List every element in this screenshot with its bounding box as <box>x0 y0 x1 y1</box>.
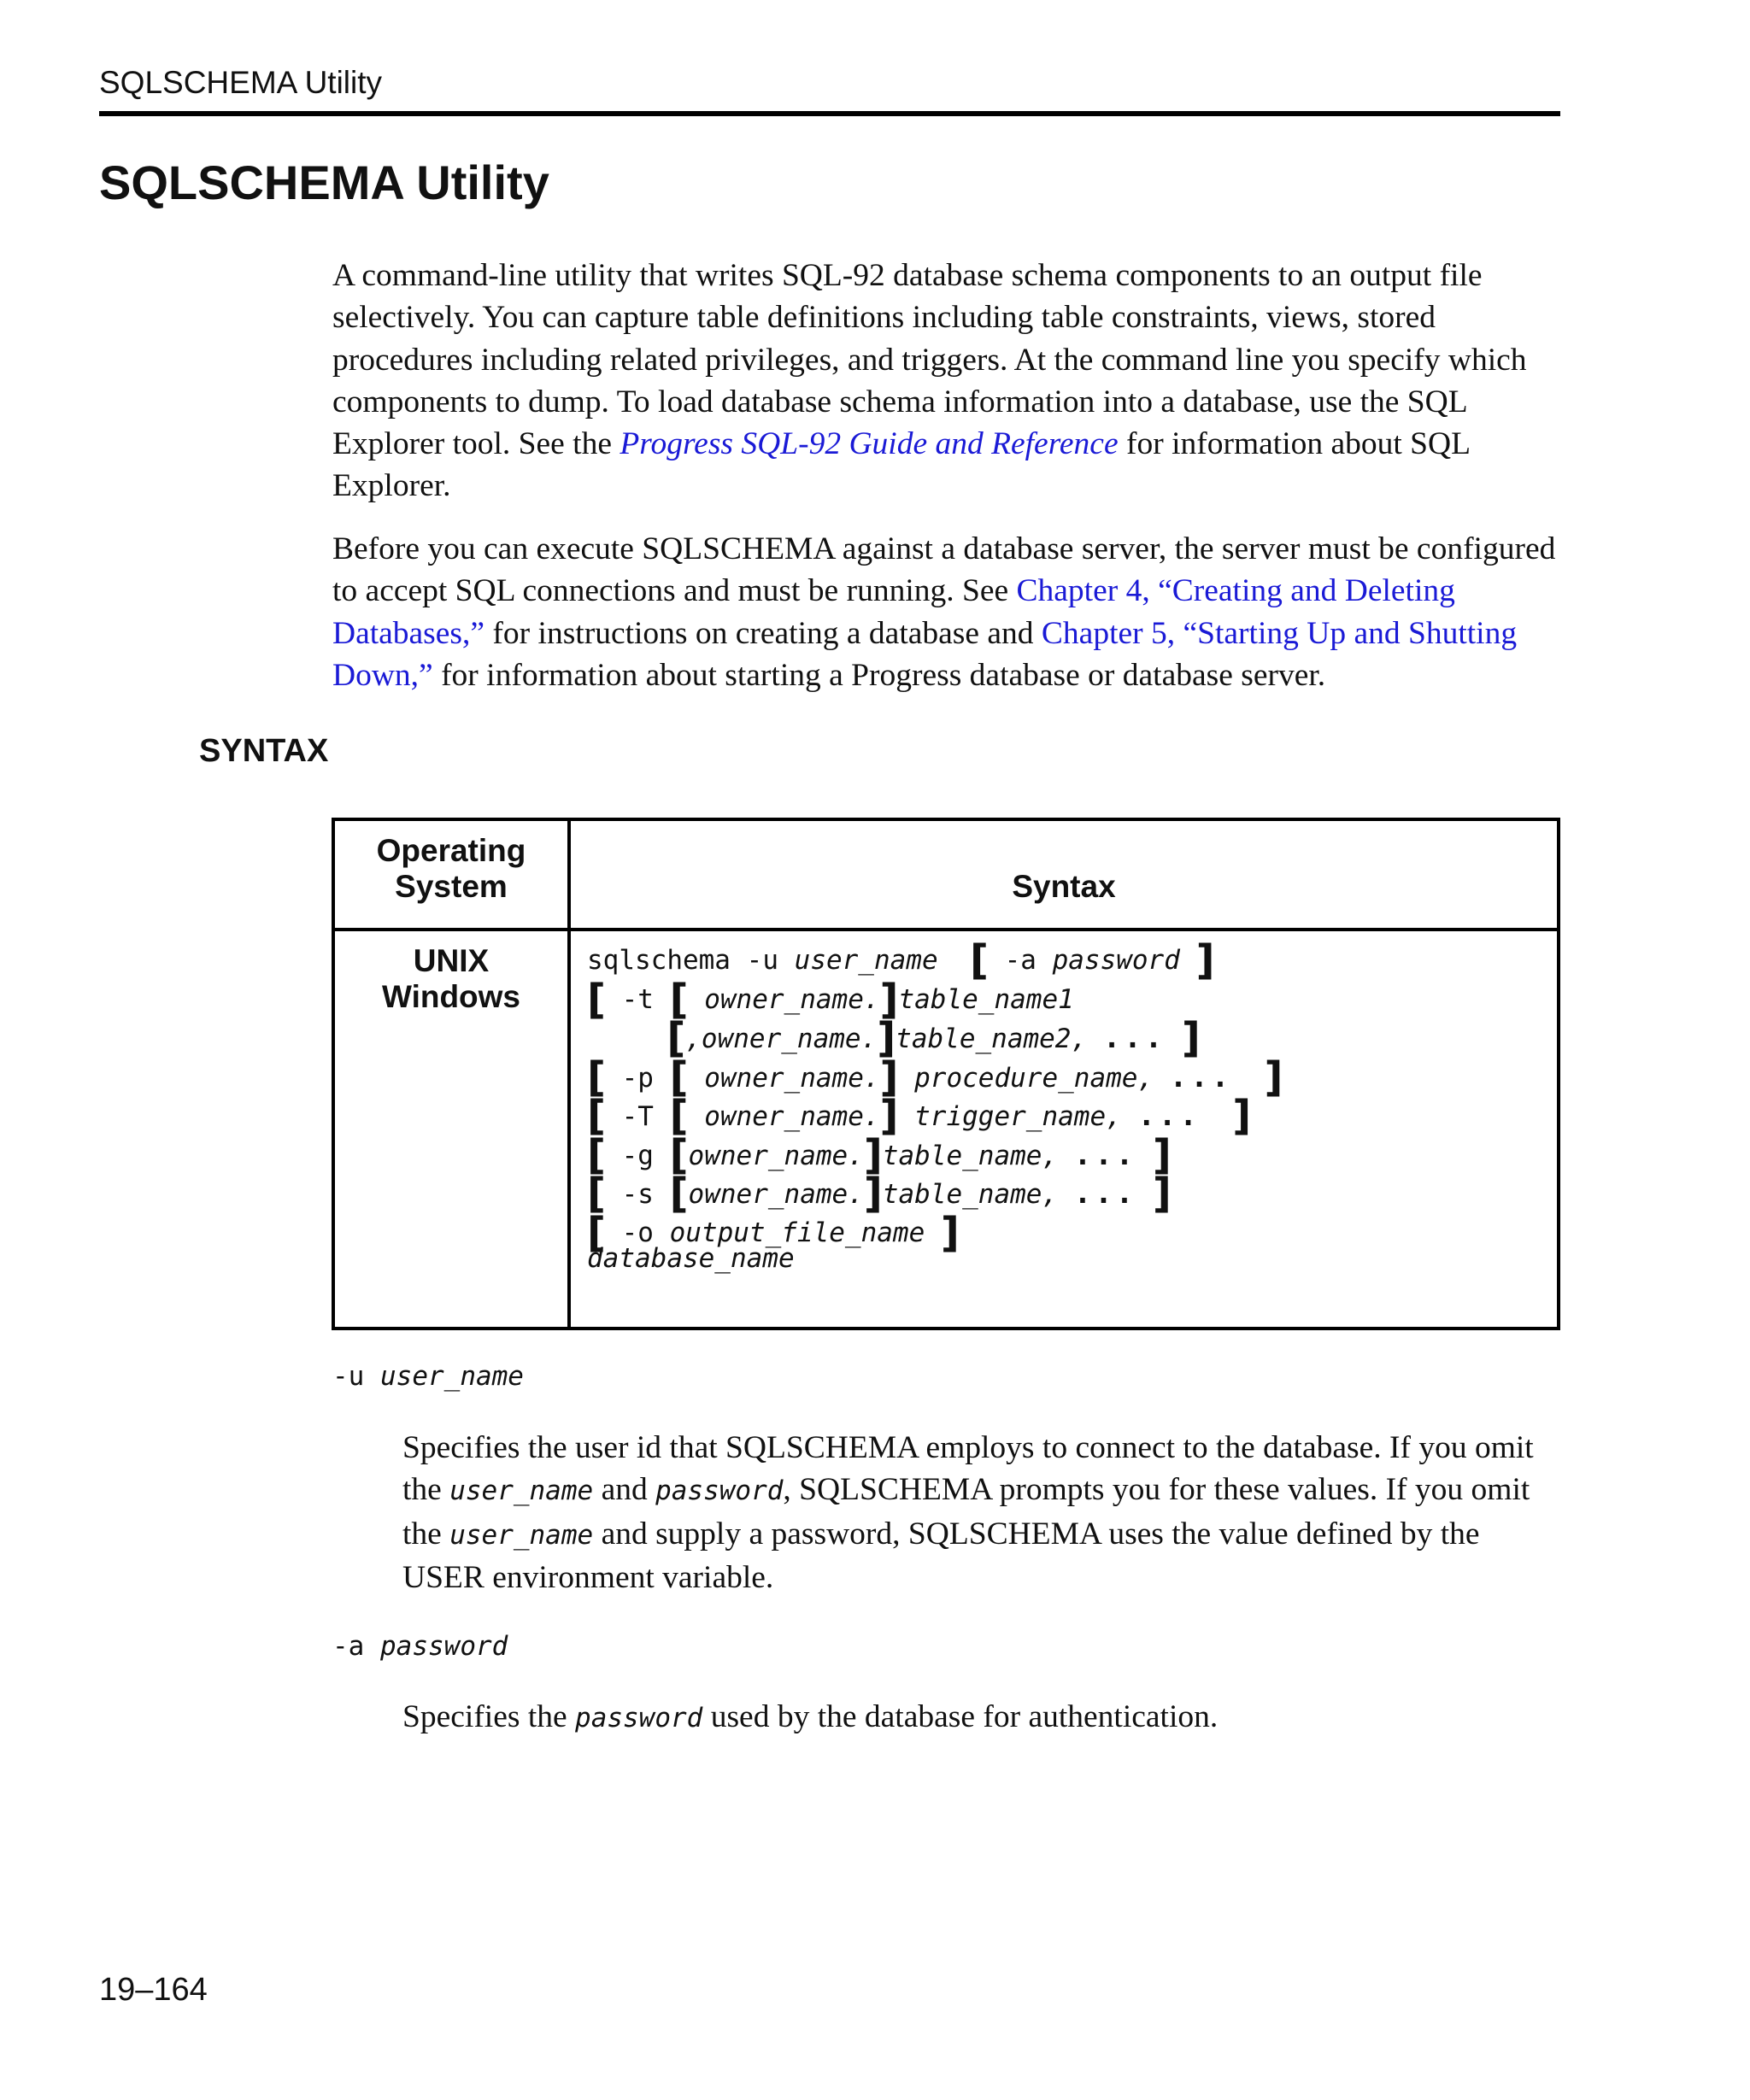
os-header-line: System <box>395 869 508 904</box>
prerequisite-paragraph <box>332 528 1563 696</box>
syntax-heading: SYNTAX <box>199 733 329 769</box>
os-header-line: Operating <box>376 833 526 868</box>
syntax-table <box>332 818 1560 1330</box>
inline-code: user_name <box>449 1475 594 1507</box>
chapter-5-link[interactable]: Chapter 5, “Starting Up and Shutting Down,” <box>332 615 1518 693</box>
syntax-line-g: [ -g [owner_name.]table_name, ... ] <box>587 1130 1172 1179</box>
option-u-description: Specifies the user id that SQLSCHEMA employs to connect to the database. If you omit the user_name and password, SQLSCHEMA prompts you for these values. If you omit the user_name and supply a password, SQLSCHEMA uses the value defined by the USER environment variable. <box>402 1430 1534 1595</box>
option-u-term: -u user_name <box>332 1361 524 1392</box>
prereq-text: Before you can execute SQLSCHEMA against a database server, the server must be configured to accept SQL connections and must be running. See <box>332 531 1556 609</box>
syntax-column-header: Syntax <box>1012 869 1116 904</box>
option-a-term: -a password <box>332 1631 508 1662</box>
inline-code: password <box>575 1703 703 1733</box>
syntax-line-p: [ -p [ owner_name.] procedure_name, ... ] <box>587 1053 1283 1101</box>
syntax-line-t-cont: [,owner_name.]table_name2, ... ] <box>667 1014 1201 1062</box>
syntax-line-database: database_name <box>587 1243 795 1274</box>
os-cell <box>335 943 567 1015</box>
chapter-4-link[interactable]: Chapter 4, “Creating and Deleting Databases,” <box>332 573 1455 651</box>
prereq-text: for information about starting a Progress database or database server. <box>432 657 1326 693</box>
prereq-text: for instructions on creating a database and <box>484 615 1042 651</box>
syntax-line-o: [ -o output_file_name ] <box>587 1208 960 1257</box>
syntax-line-command: sqlschema -u user_name [ -a password ] <box>587 936 1215 984</box>
page-title: SQLSCHEMA Utility <box>99 155 549 209</box>
syntax-cell <box>587 936 1553 1274</box>
table-row-divider <box>335 928 1557 931</box>
header-rule <box>99 111 1560 116</box>
guide-link[interactable]: Progress SQL-92 Guide and Reference <box>620 426 1119 462</box>
syntax-line-t: [ -t [ owner_name.]table_name1 <box>587 975 1074 1024</box>
syntax-line-s: [ -s [owner_name.]table_name, ... ] <box>587 1170 1172 1217</box>
intro-text: A command-line utility that writes SQL-92 database schema components to an output file selectively. You can capture table definitions including table constraints, views, stored procedures including related privileges, and triggers. At the command line you specify which components to dump. To load database schema information into a database, use the SQL Explorer tool. See the <box>332 258 1527 462</box>
inline-code: user_name <box>449 1519 594 1551</box>
intro-text: for information about SQL Explorer. <box>332 426 1470 504</box>
page-number: 19–164 <box>99 1972 208 2008</box>
os-column-header <box>335 833 567 905</box>
os-windows: Windows <box>381 979 521 1014</box>
intro-paragraph <box>332 255 1563 507</box>
option-a-description: Specifies the password used by the database for authentication. <box>402 1699 1219 1734</box>
running-header: SQLSCHEMA Utility <box>99 65 383 100</box>
inline-code: password <box>655 1475 784 1507</box>
os-unix: UNIX <box>413 943 490 978</box>
syntax-line-T: [ -T [ owner_name.] trigger_name, ... ] <box>587 1092 1252 1140</box>
